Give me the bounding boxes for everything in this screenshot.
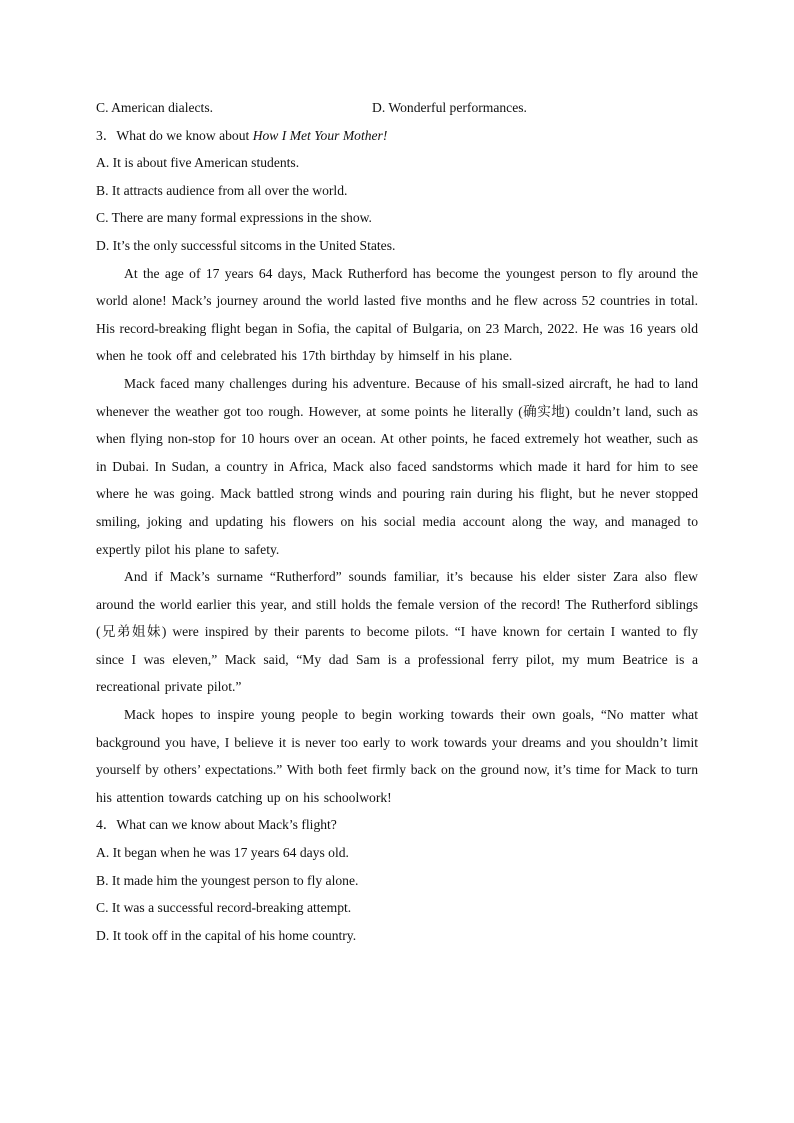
- q4-option-d: D. It took off in the capital of his home country.: [96, 927, 357, 943]
- passage-paragraph-4: Mack hopes to inspire young people to begin working towards their own goals, “No matter what background you have, I believe it is never too early to work towards your dreams and you shouldn’t limit yourself by others’ expectations.” With both feet firmly back on the ground now, it’s time for Mack to turn his attention towards catching up on his schoolwork!: [96, 707, 698, 805]
- q4-option-c: C. It was a successful record-breaking attempt.: [96, 900, 352, 916]
- q3-option-c: C. There are many formal expressions in the show.: [96, 210, 372, 226]
- q2-option-c: C. American dialects.: [96, 100, 214, 115]
- q4-option-b: B. It made him the youngest person to fly alone.: [96, 872, 359, 888]
- q3-stem-title: How I Met Your Mother!: [252, 127, 388, 143]
- passage-paragraph-2: Mack faced many challenges during his adventure. Because of his small-sized aircraft, he had to land whenever the weather got too rough. However, at some points he literally (确实地) couldn’t land, such as when flying non-stop for 10 hours over an ocean. At other points, he faced extremely hot weather, such as in Dubai. In Sudan, a country in Africa, Mack also faced sandstorms which made it hard for him to see where he was going. Mack battled strong winds and pouring rain during his flight, but he never stopped smiling, joking and updating his flowers on his social media account along the way, and managed to expertly pilot his plane to safety.: [96, 375, 698, 557]
- q3-option-b: B. It attracts audience from all over the world.: [96, 182, 348, 198]
- q2-options-row: [96, 94, 698, 122]
- exam-page: [96, 94, 698, 949]
- q4-stem: 4．What can we know about Mack’s flight?: [96, 817, 337, 833]
- q3-stem: [96, 122, 698, 150]
- q3-stem-prefix: 3．What do we know about: [96, 127, 253, 143]
- q3-option-d: D. It’s the only successful sitcoms in the United States.: [96, 237, 396, 253]
- q4-option-a: A. It began when he was 17 years 64 days old.: [96, 845, 349, 861]
- q2-option-d: D. Wonderful performances.: [372, 100, 527, 115]
- passage-paragraph-1: At the age of 17 years 64 days, Mack Rutherford has become the youngest person to fly around the world alone! Mack’s journey around the world lasted five months and he flew across 52 countries in total. His record-breaking flight began in Sofia, the capital of Bulgaria, on 23 March, 2022. He was 16 years old when he took off and celebrated his 17th birthday by himself in his plane.: [96, 265, 698, 364]
- q3-option-a: A. It is about five American students.: [96, 155, 300, 171]
- passage-paragraph-3: And if Mack’s surname “Rutherford” sounds familiar, it’s because his elder sister Zara also flew around the world earlier this year, and still holds the female version of the record! The Rutherford siblings (兄弟姐妹) were inspired by their parents to become pilots. “I have known for certain I wanted to fly since I was eleven,” Mack said, “My dad Sam is a professional ferry pilot, my mum Beatrice is a recreational private pilot.”: [96, 569, 698, 695]
